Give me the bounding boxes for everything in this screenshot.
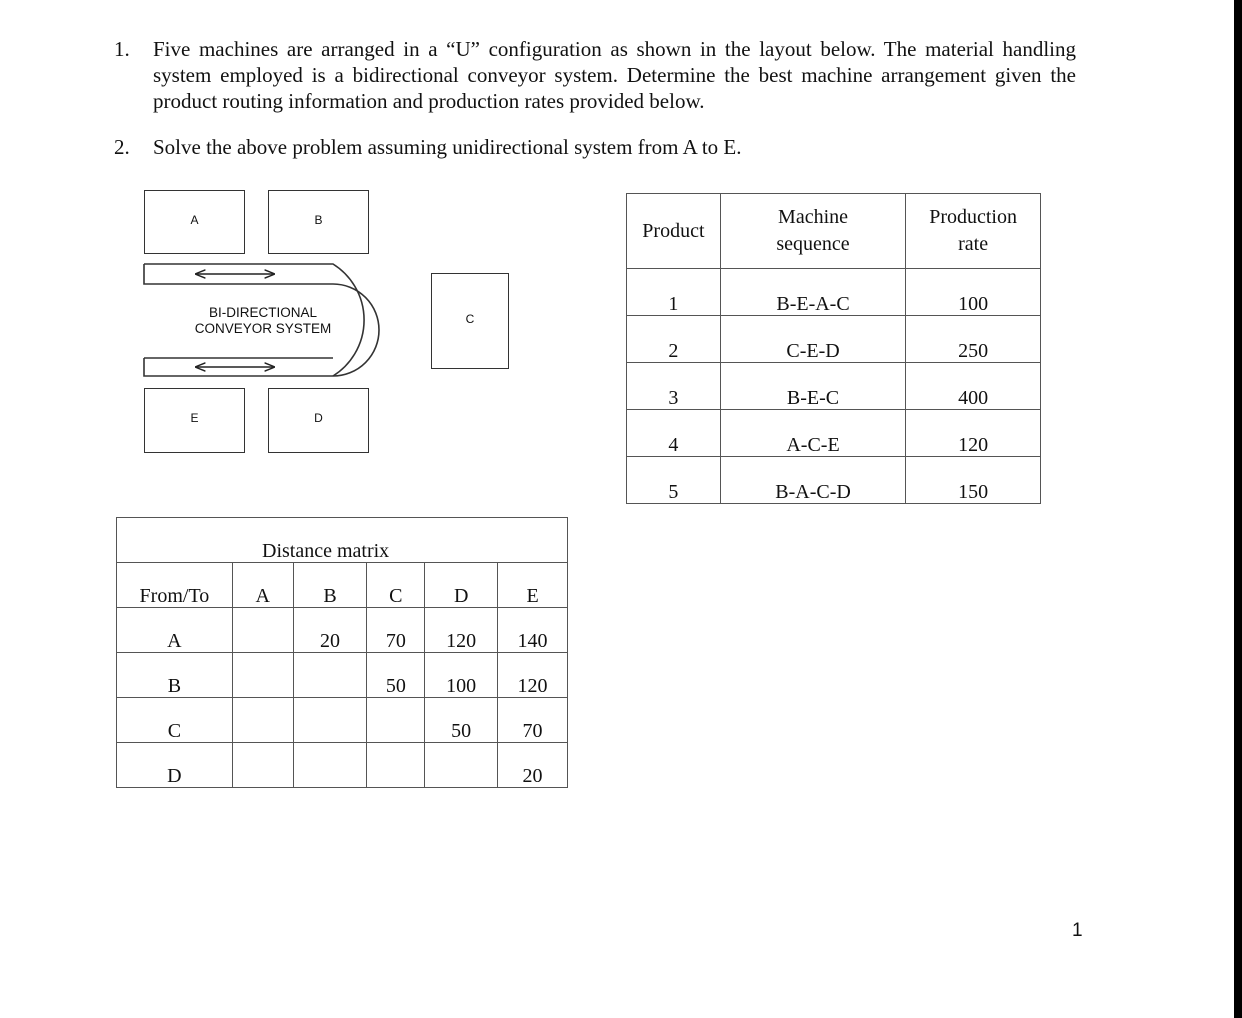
product-cell: 4 xyxy=(627,410,721,457)
table-row xyxy=(627,269,1041,316)
matrix-cell xyxy=(367,698,425,743)
matrix-cell: 140 xyxy=(498,608,568,653)
machine-d-box xyxy=(268,388,369,453)
header-cell: E xyxy=(498,563,568,608)
question-2-number: 2. xyxy=(114,135,130,159)
matrix-cell: B xyxy=(117,653,233,698)
matrix-cell xyxy=(232,653,293,698)
matrix-cell xyxy=(367,743,425,788)
conveyor-label-line-2: CONVEYOR SYSTEM xyxy=(194,321,332,336)
table-row xyxy=(627,457,1041,504)
matrix-cell: 70 xyxy=(367,608,425,653)
product-cell: 2 xyxy=(627,316,721,363)
matrix-cell xyxy=(232,743,293,788)
rate-cell: 100 xyxy=(906,269,1041,316)
question-1-text: Five machines are arranged in a “U” configuration as shown in the layout below. The material handling system employed is a bidirectional conveyor system. Determine the best machine arrangement given the product routing information and production rates provided below. xyxy=(153,37,1076,113)
product-cell: 1 xyxy=(627,269,721,316)
table-row xyxy=(627,410,1041,457)
matrix-cell: 50 xyxy=(425,698,498,743)
header-cell: D xyxy=(425,563,498,608)
product-routing-table xyxy=(626,193,1041,504)
rate-cell: 250 xyxy=(906,316,1041,363)
sequence-cell: B-E-C xyxy=(720,363,905,410)
distance-matrix-title: Distance matrix xyxy=(117,518,568,563)
product-table-header xyxy=(627,194,1041,269)
header-sequence-line-2: sequence xyxy=(776,233,850,255)
u-layout-diagram xyxy=(138,185,518,460)
matrix-cell: 120 xyxy=(425,608,498,653)
question-2 xyxy=(114,134,1076,164)
header-cell: C xyxy=(367,563,425,608)
header-cell: A xyxy=(232,563,293,608)
sequence-cell: B-E-A-C xyxy=(720,269,905,316)
matrix-cell: D xyxy=(117,743,233,788)
distance-matrix-header-row xyxy=(117,563,568,608)
distance-matrix-title-row xyxy=(117,518,568,563)
table-row xyxy=(627,316,1041,363)
header-cell: From/To xyxy=(117,563,233,608)
header-rate-line-1: Production xyxy=(929,206,1017,228)
table-row xyxy=(627,363,1041,410)
header-rate-line-2: rate xyxy=(958,233,989,255)
table-row xyxy=(117,653,568,698)
matrix-cell: 70 xyxy=(498,698,568,743)
header-machine-sequence xyxy=(720,194,905,269)
question-2-text: Solve the above problem assuming unidirectional system from A to E. xyxy=(153,135,742,159)
header-product: Product xyxy=(627,194,721,269)
sequence-cell: B-A-C-D xyxy=(720,457,905,504)
matrix-cell: 50 xyxy=(367,653,425,698)
matrix-cell: 20 xyxy=(498,743,568,788)
question-1-number: 1. xyxy=(114,37,130,61)
matrix-cell xyxy=(293,653,367,698)
machine-e-box xyxy=(144,388,245,453)
conveyor-label xyxy=(178,305,348,337)
matrix-cell xyxy=(425,743,498,788)
rate-cell: 150 xyxy=(906,457,1041,504)
matrix-cell xyxy=(232,608,293,653)
table-row xyxy=(117,743,568,788)
window-edge-bar xyxy=(1234,0,1242,1018)
matrix-cell xyxy=(293,743,367,788)
machine-b-label: B xyxy=(314,213,323,227)
product-cell: 3 xyxy=(627,363,721,410)
sequence-cell: C-E-D xyxy=(720,316,905,363)
matrix-cell: 120 xyxy=(498,653,568,698)
rate-cell: 120 xyxy=(906,410,1041,457)
machine-c-label: C xyxy=(465,312,475,326)
matrix-cell: C xyxy=(117,698,233,743)
question-1 xyxy=(114,36,1076,116)
machine-a-box xyxy=(144,190,245,254)
matrix-cell: A xyxy=(117,608,233,653)
distance-matrix-table xyxy=(116,517,568,788)
machine-c-box xyxy=(431,273,509,369)
header-sequence-line-1: Machine xyxy=(778,206,849,228)
matrix-cell: 20 xyxy=(293,608,367,653)
matrix-cell xyxy=(232,698,293,743)
matrix-cell xyxy=(293,698,367,743)
table-row xyxy=(117,698,568,743)
sequence-cell: A-C-E xyxy=(720,410,905,457)
machine-e-label: E xyxy=(190,411,199,425)
conveyor-label-line-1: BI-DIRECTIONAL xyxy=(208,305,317,320)
page-number: 1 xyxy=(1072,920,1083,941)
rate-cell: 400 xyxy=(906,363,1041,410)
machine-a-label: A xyxy=(190,213,199,227)
machine-b-box xyxy=(268,190,369,254)
product-cell: 5 xyxy=(627,457,721,504)
table-row xyxy=(117,608,568,653)
matrix-cell: 100 xyxy=(425,653,498,698)
header-production-rate xyxy=(906,194,1041,269)
machine-d-label: D xyxy=(314,411,323,425)
header-cell: B xyxy=(293,563,367,608)
